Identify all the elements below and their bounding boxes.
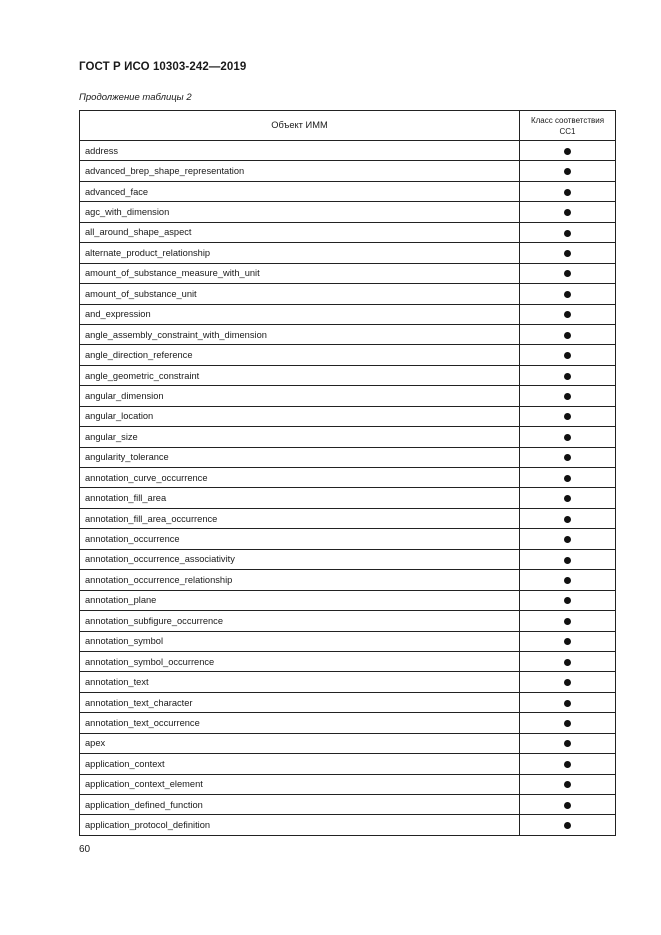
cc1-mark-cell <box>520 611 616 631</box>
filled-circle-icon <box>564 230 571 237</box>
cc1-mark-cell <box>520 365 616 385</box>
table-row <box>80 161 616 181</box>
object-name-cell: agc_with_dimension <box>80 202 520 222</box>
object-name-cell: angular_size <box>80 427 520 447</box>
object-name-cell: address <box>80 141 520 161</box>
table-row <box>80 672 616 692</box>
table-row <box>80 324 616 344</box>
object-name-cell: annotation_plane <box>80 590 520 610</box>
table-row <box>80 345 616 365</box>
filled-circle-icon <box>564 332 571 339</box>
filled-circle-icon <box>564 516 571 523</box>
table-row <box>80 222 616 242</box>
cc1-mark-cell <box>520 468 616 488</box>
filled-circle-icon <box>564 270 571 277</box>
object-name-cell: annotation_occurrence <box>80 529 520 549</box>
object-name-cell: angularity_tolerance <box>80 447 520 467</box>
table-row <box>80 263 616 283</box>
filled-circle-icon <box>564 618 571 625</box>
table-row <box>80 284 616 304</box>
object-name-cell: annotation_occurrence_associativity <box>80 549 520 569</box>
object-name-cell: and_expression <box>80 304 520 324</box>
object-name-cell: apex <box>80 733 520 753</box>
table-body <box>80 141 616 836</box>
cc1-mark-cell <box>520 631 616 651</box>
table-row <box>80 468 616 488</box>
table-row <box>80 141 616 161</box>
table-row <box>80 365 616 385</box>
cc1-mark-cell <box>520 815 616 835</box>
filled-circle-icon <box>564 495 571 502</box>
object-name-cell: angle_direction_reference <box>80 345 520 365</box>
cc1-mark-cell <box>520 243 616 263</box>
table-row <box>80 508 616 528</box>
table-row <box>80 427 616 447</box>
filled-circle-icon <box>564 557 571 564</box>
cc1-mark-cell <box>520 529 616 549</box>
object-name-cell: annotation_text_character <box>80 692 520 712</box>
object-name-cell: annotation_subfigure_occurrence <box>80 611 520 631</box>
page-number: 60 <box>79 844 91 855</box>
object-name-cell: annotation_symbol_occurrence <box>80 651 520 671</box>
filled-circle-icon <box>564 679 571 686</box>
cc1-mark-cell <box>520 651 616 671</box>
object-name-cell: advanced_face <box>80 181 520 201</box>
cc1-mark-cell <box>520 570 616 590</box>
cc1-mark-cell <box>520 590 616 610</box>
object-name-cell: advanced_brep_shape_representation <box>80 161 520 181</box>
table-row <box>80 447 616 467</box>
table-row <box>80 529 616 549</box>
cc1-mark-cell <box>520 345 616 365</box>
cc1-mark-cell <box>520 324 616 344</box>
cc1-mark-cell <box>520 222 616 242</box>
column-header-class <box>520 111 616 141</box>
table-header-row <box>80 111 616 141</box>
table-row <box>80 795 616 815</box>
table-row <box>80 304 616 324</box>
cc1-mark-cell <box>520 406 616 426</box>
column-header-class-line2: CC1 <box>559 126 576 136</box>
filled-circle-icon <box>564 659 571 666</box>
object-name-cell: angular_dimension <box>80 386 520 406</box>
object-name-cell: annotation_fill_area <box>80 488 520 508</box>
object-name-cell: alternate_product_relationship <box>80 243 520 263</box>
object-name-cell: angle_assembly_constraint_with_dimension <box>80 324 520 344</box>
filled-circle-icon <box>564 822 571 829</box>
object-name-cell: annotation_symbol <box>80 631 520 651</box>
table-row <box>80 181 616 201</box>
filled-circle-icon <box>564 761 571 768</box>
filled-circle-icon <box>564 802 571 809</box>
object-name-cell: annotation_text <box>80 672 520 692</box>
object-name-cell: application_defined_function <box>80 795 520 815</box>
table-row <box>80 488 616 508</box>
filled-circle-icon <box>564 536 571 543</box>
object-name-cell: application_context_element <box>80 774 520 794</box>
filled-circle-icon <box>564 373 571 380</box>
filled-circle-icon <box>564 720 571 727</box>
table-row <box>80 692 616 712</box>
filled-circle-icon <box>564 638 571 645</box>
object-name-cell: amount_of_substance_unit <box>80 284 520 304</box>
cc1-mark-cell <box>520 447 616 467</box>
cc1-mark-cell <box>520 263 616 283</box>
cc1-mark-cell <box>520 672 616 692</box>
cc1-mark-cell <box>520 774 616 794</box>
filled-circle-icon <box>564 393 571 400</box>
cc1-mark-cell <box>520 549 616 569</box>
filled-circle-icon <box>564 597 571 604</box>
cc1-mark-cell <box>520 713 616 733</box>
object-name-cell: annotation_curve_occurrence <box>80 468 520 488</box>
cc1-mark-cell <box>520 795 616 815</box>
cc1-mark-cell <box>520 427 616 447</box>
table-row <box>80 570 616 590</box>
filled-circle-icon <box>564 700 571 707</box>
filled-circle-icon <box>564 577 571 584</box>
document-header: ГОСТ Р ИСО 10303-242—2019 <box>79 61 247 73</box>
cc1-mark-cell <box>520 754 616 774</box>
object-name-cell: annotation_occurrence_relationship <box>80 570 520 590</box>
filled-circle-icon <box>564 168 571 175</box>
object-name-cell: amount_of_substance_measure_with_unit <box>80 263 520 283</box>
table-row <box>80 774 616 794</box>
object-name-cell: angle_geometric_constraint <box>80 365 520 385</box>
cc1-mark-cell <box>520 181 616 201</box>
cc1-mark-cell <box>520 202 616 222</box>
object-name-cell: annotation_fill_area_occurrence <box>80 508 520 528</box>
filled-circle-icon <box>564 413 571 420</box>
table-row <box>80 733 616 753</box>
cc1-mark-cell <box>520 733 616 753</box>
filled-circle-icon <box>564 148 571 155</box>
filled-circle-icon <box>564 475 571 482</box>
filled-circle-icon <box>564 189 571 196</box>
table-row <box>80 611 616 631</box>
cc1-mark-cell <box>520 508 616 528</box>
cc1-mark-cell <box>520 488 616 508</box>
table-row <box>80 631 616 651</box>
object-name-cell: application_protocol_definition <box>80 815 520 835</box>
table-row <box>80 815 616 835</box>
table-row <box>80 713 616 733</box>
table-row <box>80 386 616 406</box>
column-header-object: Объект ИММ <box>80 111 520 141</box>
table-caption: Продолжение таблицы 2 <box>79 92 192 103</box>
cc1-mark-cell <box>520 161 616 181</box>
compliance-table <box>79 110 616 836</box>
table-row <box>80 202 616 222</box>
table-row <box>80 549 616 569</box>
cc1-mark-cell <box>520 284 616 304</box>
cc1-mark-cell <box>520 692 616 712</box>
filled-circle-icon <box>564 209 571 216</box>
object-name-cell: all_around_shape_aspect <box>80 222 520 242</box>
object-name-cell: annotation_text_occurrence <box>80 713 520 733</box>
column-header-class-line1: Класс соответствия <box>530 115 605 125</box>
object-name-cell: angular_location <box>80 406 520 426</box>
table-row <box>80 590 616 610</box>
cc1-mark-cell <box>520 304 616 324</box>
filled-circle-icon <box>564 781 571 788</box>
table-row <box>80 754 616 774</box>
cc1-mark-cell <box>520 141 616 161</box>
filled-circle-icon <box>564 250 571 257</box>
filled-circle-icon <box>564 352 571 359</box>
filled-circle-icon <box>564 434 571 441</box>
filled-circle-icon <box>564 740 571 747</box>
table-row <box>80 651 616 671</box>
filled-circle-icon <box>564 291 571 298</box>
filled-circle-icon <box>564 311 571 318</box>
table-row <box>80 406 616 426</box>
object-name-cell: application_context <box>80 754 520 774</box>
filled-circle-icon <box>564 454 571 461</box>
table-row <box>80 243 616 263</box>
cc1-mark-cell <box>520 386 616 406</box>
